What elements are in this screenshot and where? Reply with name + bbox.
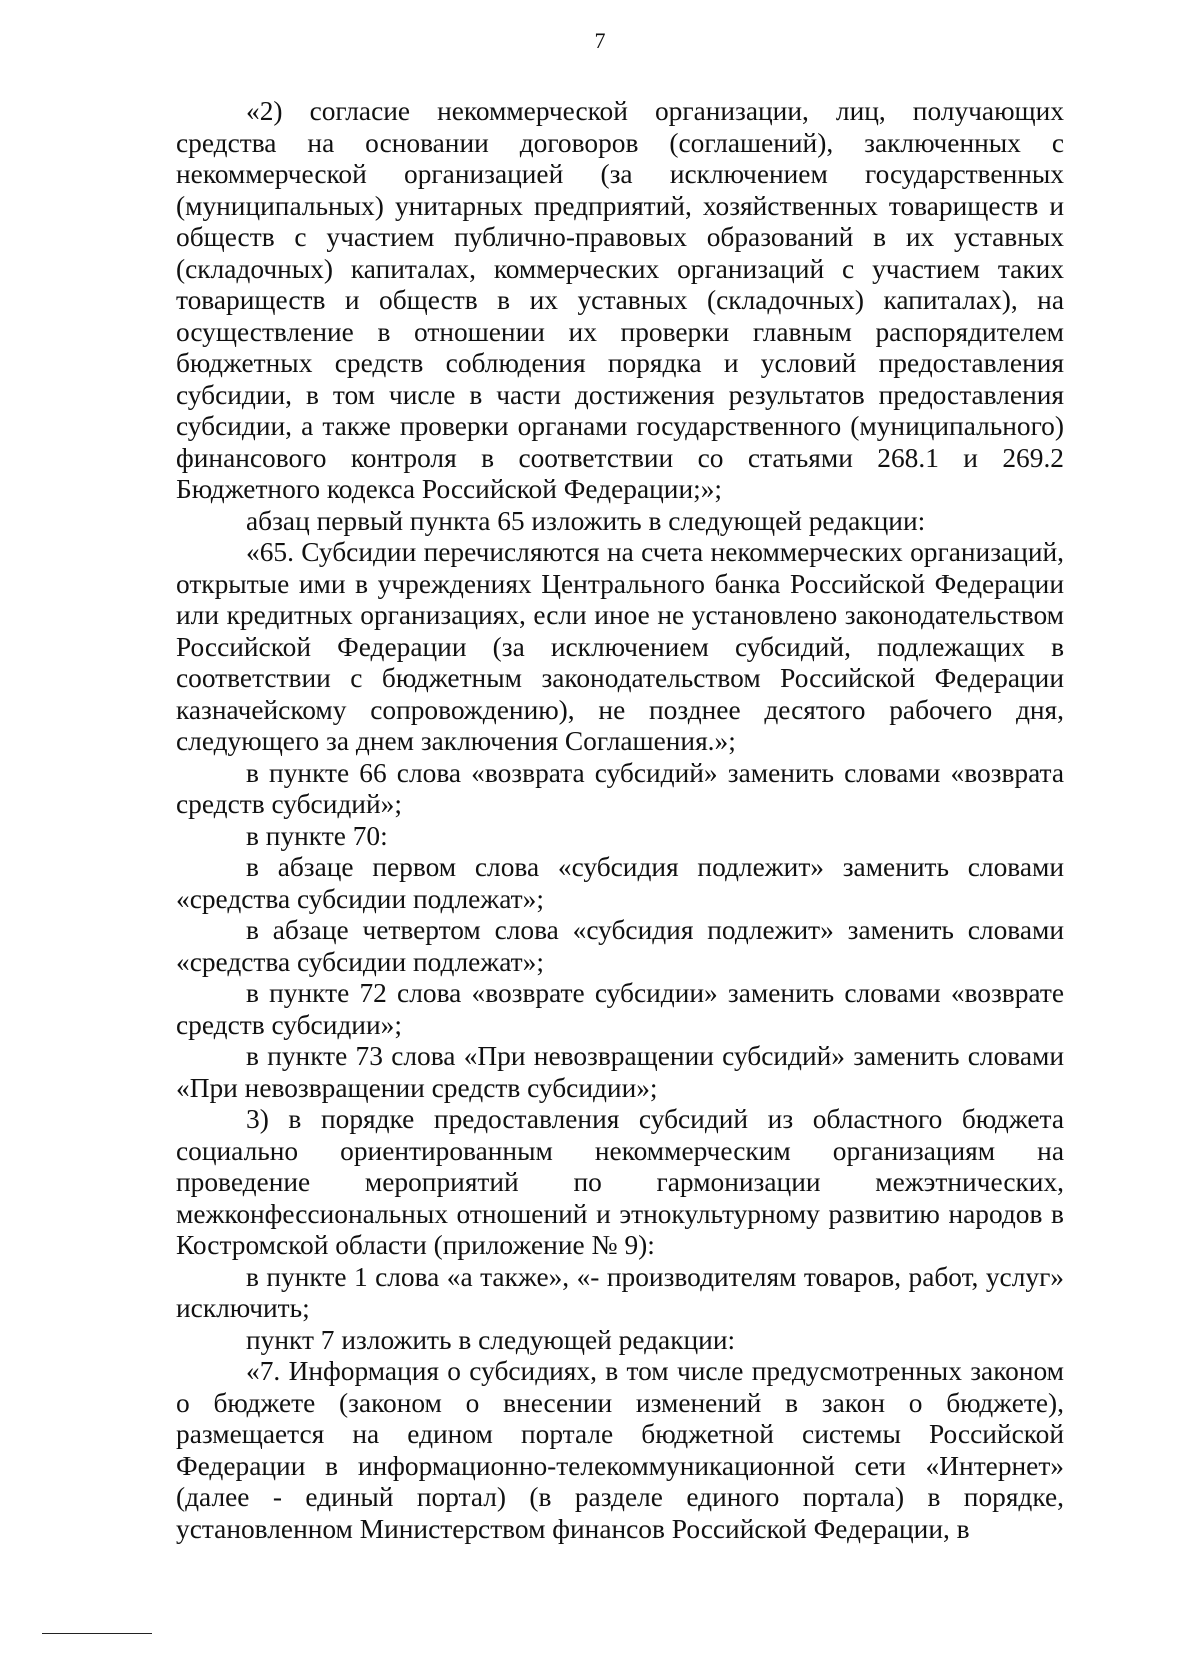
- paragraph-item-7-text: «7. Информация о субсидиях, в том числе предусмотренных законом о бюджете (законом о внесении изменений в закон о бюджете), размещается на едином портале бюджетной системы Российской Федерации в информационно-телекоммуникационной сети «Интернет» (далее - единый портал) (в разделе единого портала) в порядке, установленном Министерством финансов Российской Федерации, в: [176, 1356, 1064, 1544]
- paragraph-item-1: в пункте 1 слова «а также», «- производителям товаров, работ, услуг» исключить;: [176, 1261, 1064, 1323]
- paragraph-item-66: в пункте 66 слова «возврата субсидий» заменить словами «возврата средств субсидий»;: [176, 757, 1064, 819]
- footer-rule: [42, 1633, 152, 1634]
- document-body: [176, 96, 1064, 1545]
- paragraph-consent: «2) согласие некоммерческой организации, лиц, получающих средства на основании договоров (соглашений), заключенных с некоммерческой организацией (за исключением государственных (муниципальных) унитарных предприятий, хозяйственных товариществ и обществ с участием публично-правовых образований в их уставных (складочных) капиталах, коммерческих организаций с участием таких товариществ и обществ в их уставных (складочных) капиталах), на осуществление в отношении их проверки главным распорядителем бюджетных средств соблюдения порядка и условий предоставления субсидии, в том числе в части достижения результатов предоставления субсидии, а также проверки органами государственного (муниципального) финансового контроля в соответствии со статьями 268.1 и 269.2 Бюджетного кодекса Российской Федерации;»;: [176, 96, 1064, 504]
- paragraph-item-73: в пункте 73 слова «При невозвращении субсидий» заменить словами «При невозвращении средств субсидии»;: [176, 1041, 1064, 1103]
- paragraph-section-3: 3) в порядке предоставления субсидий из областного бюджета социально ориентированным некоммерческим организациям на проведение мероприятий по гармонизации межэтнических, межконфессиональных отношений и этнокультурному развитию народов в Костромской области (приложение № 9):: [176, 1104, 1064, 1260]
- paragraph-item-7-intro: пункт 7 изложить в следующей редакции:: [246, 1324, 736, 1355]
- paragraph-item-70-first: в абзаце первом слова «субсидия подлежит» заменить словами «средства субсидии подлежат»;: [176, 852, 1064, 914]
- paragraph-item-65-intro: абзац первый пункта 65 изложить в следующей редакции:: [246, 505, 926, 536]
- page-number: 7: [594, 28, 606, 53]
- paragraph-item-65-text: «65. Субсидии перечисляются на счета некоммерческих организаций, открытые ими в учреждениях Центрального банка Российской Федерации или кредитных организациях, если иное не установлено законодательством Российской Федерации (за исключением субсидий, подлежащих в соответствии с бюджетным законодательством Российской Федерации казначейскому сопровождению), не позднее десятого рабочего дня, следующего за днем заключения Соглашения.»;: [176, 537, 1064, 756]
- paragraph-item-72: в пункте 72 слова «возврате субсидии» заменить словами «возврате средств субсидии»;: [176, 978, 1064, 1040]
- paragraph-item-70: в пункте 70:: [246, 820, 388, 851]
- paragraph-item-70-fourth: в абзаце четвертом слова «субсидия подлежит» заменить словами «средства субсидии подлежат»;: [176, 915, 1064, 977]
